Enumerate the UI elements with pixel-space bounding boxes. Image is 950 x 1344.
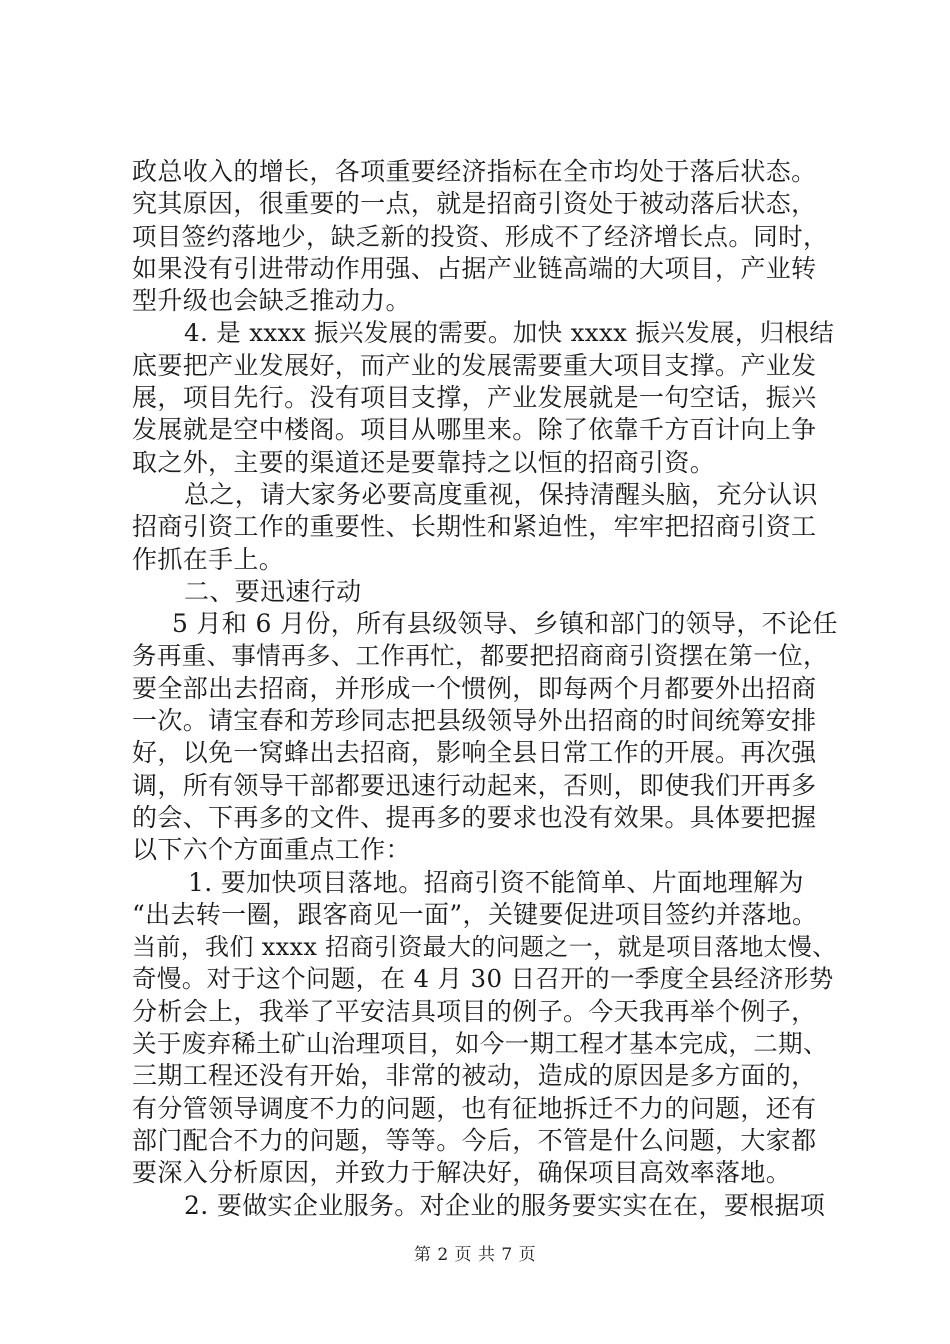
text-line: 一次。请宝春和芳珍同志把县级领导外出招商的时间统筹安排 xyxy=(132,706,817,736)
text-line: 展，项目先行。没有项目支撑，产业发展就是一句空话，振兴 xyxy=(132,383,817,413)
text-line: 当前，我们 xxxx 招商引资最大的问题之一，就是项目落地太慢、 xyxy=(132,933,837,962)
text-line: 总之，请大家务必要高度重视，保持清醒头脑，充分认识 xyxy=(184,479,818,509)
text-line: 发展就是空中楼阁。项目从哪里来。除了依靠千方百计向上争 xyxy=(132,415,817,445)
text-line: 5 月和 6 月份，所有县级领导、乡镇和部门的领导，不论任 xyxy=(172,609,838,639)
text-line: 务再重、事情再多、工作再忙，都要把招商商引资摆在第一位， xyxy=(132,641,828,671)
text-line: “出去转一圈，跟客商见一面”，关键要促进项目签约并落地。 xyxy=(132,899,818,929)
text-line: 2. 要做实企业服务。对企业的服务要实实在在，要根据项 xyxy=(184,1190,826,1220)
page-footer: 第 2 页 共 7 页 xyxy=(413,1245,537,1265)
text-line: 三期工程还没有开始，非常的被动，造成的原因是多方面的， xyxy=(132,1061,817,1091)
text-line: 关于废弃稀土矿山治理项目，如今一期工程才基本完成，二期、 xyxy=(132,1029,828,1059)
text-line: 要深入分析原因，并致力于解决好，确保项目高效率落地。 xyxy=(132,1158,792,1188)
text-line: 究其原因，很重要的一点，就是招商引资处于被动落后状态， xyxy=(132,189,817,219)
text-line: 好，以免一窝蜂出去招商，影响全县日常工作的开展。再次强 xyxy=(132,738,817,768)
text-line: 作抓在手上。 xyxy=(132,544,285,574)
text-line: 如果没有引进带动作用强、占据产业链高端的大项目，产业转 xyxy=(132,253,817,283)
text-line: 要全部出去招商，并形成一个惯例，即每两个月都要外出招商 xyxy=(132,673,817,703)
text-line: 二、要迅速行动 xyxy=(184,576,362,606)
text-line: 1. 要加快项目落地。招商引资不能简单、片面地理解为 xyxy=(188,867,804,897)
text-line: 调，所有领导干部都要迅速行动起来，否则，即使我们开再多 xyxy=(132,770,817,800)
text-line: 招商引资工作的重要性、长期性和紧迫性，牢牢把招商引资工 xyxy=(132,512,817,542)
text-line: 以下六个方面重点工作： xyxy=(132,835,411,865)
text-line: 奇慢。对于这个问题，在 4 月 30 日召开的一季度全县经济形势 xyxy=(132,964,834,994)
text-line: 型升级也会缺乏推动力。 xyxy=(132,286,411,316)
text-line: 政总收入的增长，各项重要经济指标在全市均处于落后状态。 xyxy=(132,157,817,186)
text-line: 取之外，主要的渠道还是要靠持之以恒的招商引资。 xyxy=(132,447,716,477)
text-line: 分析会上，我举了平安洁具项目的例子。今天我再举个例子， xyxy=(132,996,817,1026)
text-line: 的会、下再多的文件、提再多的要求也没有效果。具体要把握 xyxy=(132,802,817,832)
text-line: 项目签约落地少，缺乏新的投资、形成不了经济增长点。同时， xyxy=(132,221,828,251)
text-line: 4. 是 xxxx 振兴发展的需要。加快 xxxx 振兴发展，归根结 xyxy=(184,318,835,348)
text-line: 底要把产业发展好，而产业的发展需要重大项目支撑。产业发 xyxy=(132,350,817,380)
text-line: 有分管领导调度不力的问题，也有征地拆迁不力的问题，还有 xyxy=(132,1093,817,1123)
document-body xyxy=(132,156,838,1222)
text-line: 部门配合不力的问题，等等。今后，不管是什么问题，大家都 xyxy=(132,1125,817,1155)
